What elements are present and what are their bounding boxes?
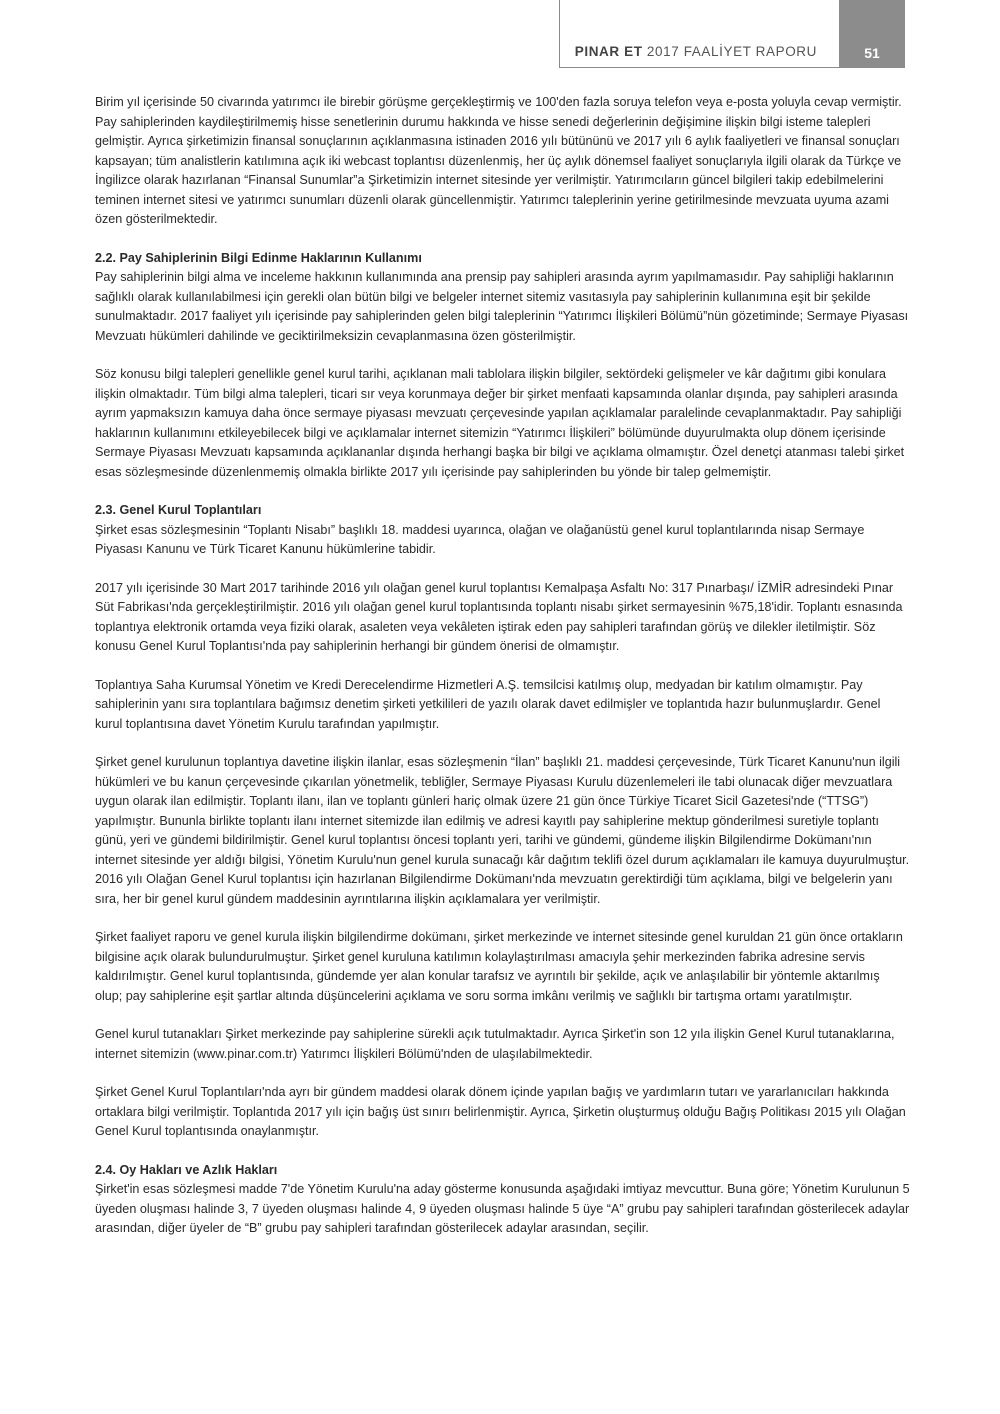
paragraph: 2017 yılı içerisinde 30 Mart 2017 tarihinde 2016 yılı olağan genel kurul toplantısı Kemalpaşa Asfaltı No: 317 Pınarbaşı/ İZMİR adresindeki Pınar Süt Fabrikası'nda gerçekleştirilmiştir. 2016 yılı olağan genel kurul toplantısında toplantı nisabı şirket sermayesinin %75,18'idir. Toplantı esnasında toplantıya elektronik ortamda veya fiziki olarak, asaleten veya vekâleten iştirak eden pay sahipleri tarafından görüş ve dilekler iletilmiştir. Söz konusu Genel Kurul Toplantısı'nda pay sahiplerinin herhangi bir gündem önerisi de olmamıştır. xyxy=(95,580,903,653)
paragraph: Genel kurul tutanakları Şirket merkezinde pay sahiplerine sürekli açık tutulmaktadır. Ayrıca Şirket'in son 12 yıla ilişkin Genel Kurul tutanaklarına, internet sitemizin (www.pinar.com.tr) Yatırımcı İlişkileri Bölümü'nden de ulaşılabilmektedir. xyxy=(95,1027,895,1061)
report-title xyxy=(575,44,817,59)
section-heading: 2.4. Oy Hakları ve Azlık Hakları xyxy=(95,1162,278,1177)
paragraph: Söz konusu bilgi talepleri genellikle genel kurul tarihi, açıklanan mali tablolara ilişkin bilgiler, sektördeki gelişmeler ve kâr dağıtımı gibi konulara ilişkin olmaktadır. Tüm bilgi alma talepleri, ticari sır veya korunmaya değer bir şirket menfaati kapsamında olanlar dışında, pay sahipleri arasında ayrım yapmaksızın kamuya daha önce sermaye piyasası mevzuatı çerçevesinde yapılan açıklamalar paralelinde cevaplanmaktadır. Pay sahipliği haklarının kullanımını etkileyebilecek bilgi ve açıklamalar internet sitemizin “Yatırımcı İlişkileri” bölümünde duyurulmakta olup dönem içerisinde Sermaye Piyasası Mevzuatı kapsamında açıklananlar dışında herhangi başka bir bilgi ve açıklama olmamıştır. Özel denetçi atanması talebi şirket esas sözleşmesinde düzenlenmemiş olmakla birlikte 2017 yılı içerisinde pay sahiplerinden bu yönde bir talep gelmemiştir. xyxy=(95,367,905,479)
paragraph: Toplantıya Saha Kurumsal Yönetim ve Kredi Derecelendirme Hizmetleri A.Ş. temsilcisi katılmış olup, medyadan bir katılım olmamıştır. Pay sahiplerinin yanı sıra toplantılara bağımsız denetim şirketi yetkilileri de yazılı olarak davet edilmişler ve toplantıda hazır bulunmuşlardır. Genel kurul toplantısına davet Yönetim Kurulu tarafından yapılmıştır. xyxy=(95,677,881,731)
page-body xyxy=(95,93,910,1239)
page-number-tab xyxy=(839,0,905,68)
report-name: 2017 FAALİYET RAPORU xyxy=(646,44,817,59)
paragraph: Şirket esas sözleşmesinin “Toplantı Nisabı” başlıklı 18. maddesi uyarınca, olağan ve olağanüstü genel kurul toplantılarında nisap Sermaye Piyasası Kanunu ve Türk Ticaret Kanunu hükümlerine tabidir. xyxy=(95,522,865,556)
paragraph: Şirket'in esas sözleşmesi madde 7'de Yönetim Kurulu'na aday gösterme konusunda aşağıdaki imtiyaz mevcuttur. Buna göre; Yönetim Kurulunun 5 üyeden oluşması halinde 3, 7 üyeden oluşması halinde 4, 9 üyeden oluşması halinde 5 üye “A” grubu pay sahipleri tarafından gösterilecek adaylar arasından, diğer üyeler de “B” grubu pay sahipleri tarafından gösterilecek adaylar arasından, seçilir. xyxy=(95,1182,910,1235)
paragraph: Şirket Genel Kurul Toplantıları'nda ayrı bir gündem maddesi olarak dönem içinde yapılan bağış ve yardımların tutarı ve yararlanıcıları hakkında ortaklara bilgi verilmiştir. Toplantıda 2017 yılı için bağış üst sınırı belirlenmiştir. Ayrıca, Şirketin oluşturmuş olduğu Bağış Politikası 2015 yılı Olağan Genel Kurul toplantısında onaylanmıştır. xyxy=(95,1085,906,1138)
section-heading: 2.3. Genel Kurul Toplantıları xyxy=(95,503,262,517)
page-number: 51 xyxy=(864,45,880,61)
paragraph: Şirket genel kurulunun toplantıya davetine ilişkin ilanlar, esas sözleşmenin “İlan” başlıklı 21. maddesi çerçevesinde, Türk Ticaret Kanunu'nun ilgili hükümleri ve bu kanun çerçevesinde çıkarılan yönetmelik, tebliğler, Sermaye Piyasası Kurulu düzenlemeleri ile tabi olunacak diğer mevzuatlara uygun olarak ilan edilmiştir. Toplantı ilanı, ilan ve toplantı günleri hariç olmak üzere 21 gün önce Türkiye Ticaret Sicil Gazetesi'nde (“TTSG”) yapılmıştır. Bununla birlikte toplantı ilanı internet sitemizde ilan edilmiş ve adresi kayıtlı pay sahiplerine mektup gönderilmesi suretiyle toplantı günü, yeri ve gündemi bildirilmiştir. Genel kurul toplantısı öncesi toplantı yeri, tarihi ve gündemi, gündeme ilişkin Bilgilendirme Dokümanı'nın internet sitesinde yer aldığı bilgisi, Yönetim Kurulu'nun genel kurula sunacağı kâr dağıtım teklifi özel durum açıklamaları ile kamuya duyurulmuştur. 2016 yılı Olağan Genel Kurul toplantısı için hazırlanan Bilgilendirme Dokümanı'nda mevzuatın gerektirdiği tüm açıklama, bilgi ve belgelerin yanı sıra, her bir genel kurul gündem maddesinin ayrıntılarına ilişkin açıklamalara yer verilmiştir. xyxy=(95,755,910,906)
paragraph: Şirket faaliyet raporu ve genel kurula ilişkin bilgilendirme dokümanı, şirket merkezinde ve internet sitesinde genel kuruldan 21 gün önce ortakların bilgisine açık olarak bulundurulmuştur. Şirket genel kuruluna katılımın kolaylaştırılması amacıyla şehir merkezinden fabrika adresine servis kaldırılmıştır. Genel kurul toplantısında, gündemde yer alan konular tarafsız ve ayrıntılı bir şekilde, açık ve anlaşılabilir bir yöntemle aktarılmış olup; pay sahiplerine eşit şartlar altında düşüncelerini açıklama ve soru sorma imkânı verilmiş ve sağlıklı bir tartışma ortamı yaratılmıştır. xyxy=(95,930,903,1003)
running-header xyxy=(559,0,839,68)
section-heading: 2.2. Pay Sahiplerinin Bilgi Edinme Haklarının Kullanımı xyxy=(95,250,422,265)
brand-name: PINAR ET xyxy=(574,44,643,59)
paragraph: Birim yıl içerisinde 50 civarında yatırımcı ile birebir görüşme gerçekleştirmiş ve 100'den fazla soruya telefon veya e-posta yoluyla cevap vermiştir. Pay sahiplerinden kaydileştirilmemiş hisse senetlerinin durumu hakkında ve hisse senedi değerlerinin değişimine ilişkin bilgi isteme talepleri gelmiştir. Ayrıca şirketimizin finansal sonuçlarının açıklanmasına istinaden 2016 yılı bütününü ve 2017 yılı 6 aylık faaliyetleri ve finansal sonuçları kapsayan; tüm analistlerin katılımına açık iki webcast toplantısı düzenlenmiş, her üç aylık dönemsel faaliyet sonuçlarıyla ilgili olarak da Türkçe ve İngilizce olarak hazırlanan “Finansal Sunumlar”a Şirketimizin internet sitesinde yer verilmiştir. Yatırımcıların güncel bilgileri takip edebilmelerini teminen internet sitesi ve yatırımcı sunumları düzenli olarak güncellenmiştir. Yatırımcı taleplerinin yerine getirilmesinde mevzuata uyuma azami özen gösterilmektedir. xyxy=(95,95,902,226)
paragraph: Pay sahiplerinin bilgi alma ve inceleme hakkının kullanımında ana prensip pay sahipleri arasında ayrım yapılmamasıdır. Pay sahipliği haklarının sağlıklı olarak kullanılabilmesi için gerekli olan bütün bilgi ve belgeler internet sitemiz vasıtasıyla pay sahiplerinin kullanımına eşit bir şekilde sunulmaktadır. 2017 faaliyet yılı içerisinde pay sahiplerinden gelen bilgi taleplerinin “Yatırımcı İlişkileri Bölümü”nün gözetiminde; Sermaye Piyasası Mevzuatı hükümleri dahilinde ve geciktirilmeksizin cevaplanmasına özen gösterilmiştir. xyxy=(95,270,909,343)
